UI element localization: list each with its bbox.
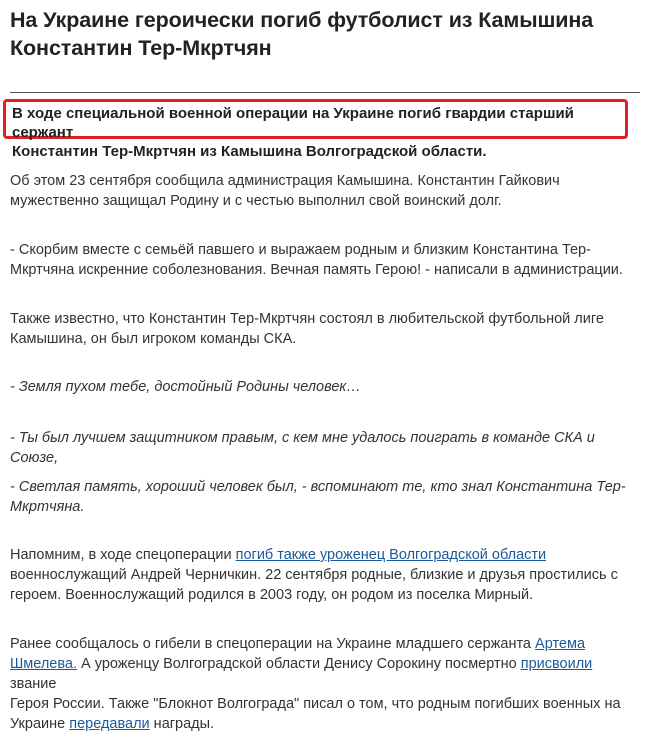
paragraph-2 bbox=[10, 240, 640, 280]
link-chernichkin-article[interactable]: погиб также уроженец Волгоградской области bbox=[235, 547, 547, 563]
paragraph-5-mid-2: звание bbox=[10, 676, 57, 692]
headline-divider bbox=[10, 92, 640, 93]
paragraph-5-line-4-start: Украине bbox=[10, 716, 70, 732]
paragraph-2-line-2: Мкртчяна искренние соболезнования. Вечная память Герою! - написали в администрации. bbox=[10, 262, 623, 278]
link-awards-article[interactable]: передавали bbox=[69, 716, 150, 732]
paragraph-3-line-2: Камышина, он был игроком команды СКА. bbox=[10, 331, 297, 347]
paragraph-3 bbox=[10, 309, 640, 349]
quote-2 bbox=[10, 428, 640, 468]
paragraph-1-line-1: Об этом 23 сентября сообщила администрация Камышина. Константин Гайкович bbox=[10, 173, 560, 189]
lead-line-1: В ходе специальной военной операции на Украине погиб гвардии старший сержант bbox=[12, 105, 574, 141]
link-shmelev-article-cont[interactable]: Шмелева. bbox=[10, 656, 77, 672]
paragraph-2-line-1: - Скорбим вместе с семьёй павшего и выражаем родным и близким Константина Тер- bbox=[10, 242, 591, 258]
lead-highlight-box bbox=[3, 99, 628, 160]
quote-1 bbox=[10, 377, 640, 397]
quote-2-text: - Ты был лучшем защитником правым, с кем мне удалось поиграть в команде СКА и Союзе, bbox=[10, 430, 595, 466]
paragraph-1-line-2: мужественно защищал Родину и с честью выполнил свой воинский долг. bbox=[10, 193, 502, 209]
paragraph-3-line-1: Также известно, что Константин Тер-Мкртчян состоял в любительской футбольной лиге bbox=[10, 311, 604, 327]
quote-3-line-2: Мкртчяна. bbox=[10, 499, 85, 515]
article bbox=[10, 0, 640, 732]
paragraph-4-line-2: военнослужащий Андрей Черничкин. 22 сентября родные, близкие и друзья простились с bbox=[10, 567, 618, 583]
paragraph-4-line-3: героем. Военнослужащий родился в 2003 году, он родом из поселка Мирный. bbox=[10, 587, 534, 603]
paragraph-4-intro: Напомним, в ходе спецоперации bbox=[10, 547, 236, 563]
quote-3-line-1: - Светлая память, хороший человек был, - вспоминают те, кто знал Константина Тер- bbox=[10, 479, 626, 495]
quote-3 bbox=[10, 477, 640, 517]
headline-line-2: Константин Тер-Мкртчян bbox=[10, 36, 272, 60]
paragraph-5-line-3: Героя России. Также "Блокнот Волгограда" писал о том, что родным погибших военных на bbox=[10, 696, 621, 712]
article-headline bbox=[10, 6, 640, 62]
link-hero-title-article[interactable]: присвоили bbox=[520, 656, 593, 672]
link-shmelev-article[interactable]: Артема bbox=[535, 636, 586, 652]
headline-line-1: На Украине героически погиб футболист из Камышина bbox=[10, 8, 594, 32]
paragraph-5-mid: А уроженцу Волгоградской области Денису Сорокину посмертно bbox=[77, 656, 521, 672]
paragraph-5 bbox=[10, 634, 640, 734]
lead-line-2: Константин Тер-Мкртчян из Камышина Волгоградской области. bbox=[12, 143, 487, 160]
quote-1-text: - Земля пухом тебе, достойный Родины человек… bbox=[10, 379, 361, 395]
paragraph-5-line-4-end: награды. bbox=[149, 716, 215, 732]
paragraph-1 bbox=[10, 171, 640, 211]
paragraph-5-intro: Ранее сообщалось о гибели в спецоперации на Украине младшего сержанта bbox=[10, 636, 536, 652]
paragraph-4 bbox=[10, 545, 640, 605]
